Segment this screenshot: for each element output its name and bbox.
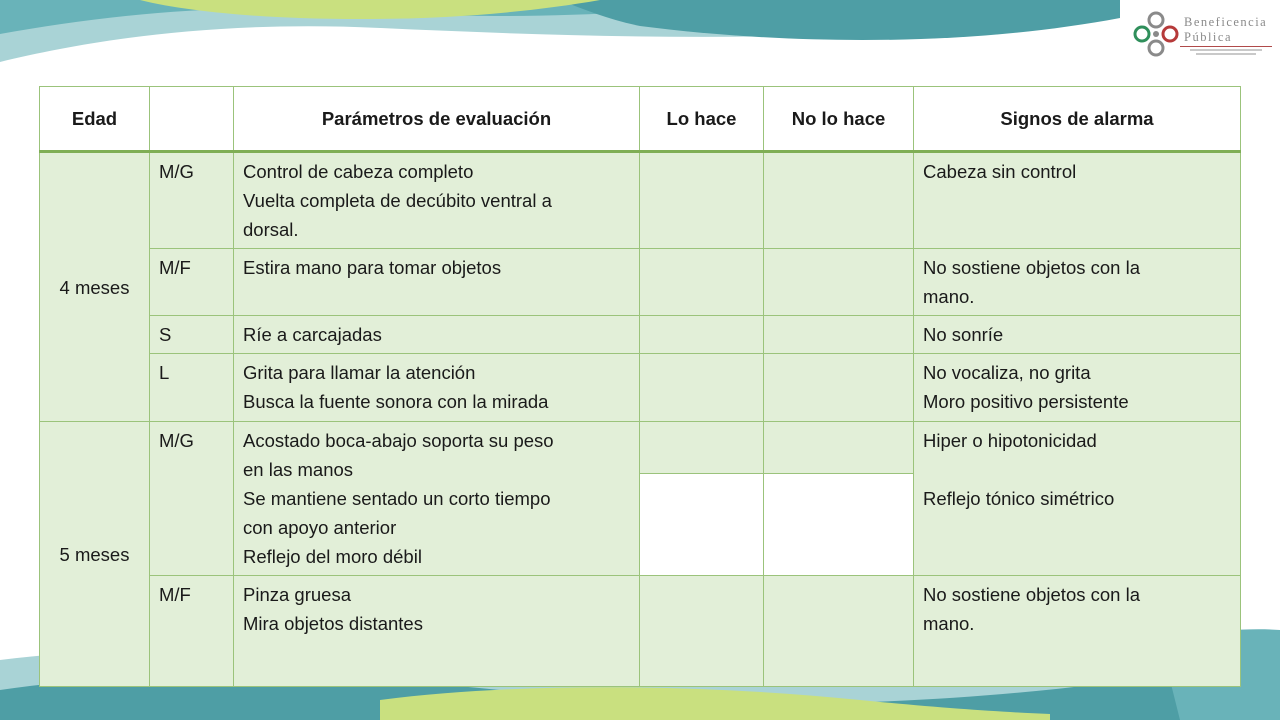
beneficencia-logo	[1126, 0, 1280, 68]
lo-hace-cell[interactable]	[640, 249, 764, 316]
sign-line	[923, 455, 1232, 484]
header-row	[40, 87, 1241, 152]
code-cell: M/F	[150, 249, 234, 316]
header-signos: Signos de alarma	[914, 87, 1241, 152]
development-milestones-table	[39, 86, 1241, 687]
no-lo-hace-cell[interactable]	[764, 316, 914, 354]
logo-text-line1: Beneficencia	[1184, 15, 1268, 29]
table-row	[40, 576, 1241, 687]
param-line: Grita para llamar la atención	[243, 362, 476, 383]
sign-line: Cabeza sin control	[923, 161, 1077, 182]
param-line: Pinza gruesa	[243, 584, 351, 605]
param-line: dorsal.	[243, 219, 299, 240]
param-line: Se mantiene sentado un corto tiempo	[243, 488, 551, 509]
logo-fine-print	[1190, 49, 1262, 51]
lo-hace-cell[interactable]	[640, 576, 764, 687]
param-line: Acostado boca-abajo soporta su peso	[243, 430, 554, 451]
param-line: Estira mano para tomar objetos	[243, 257, 502, 278]
params-cell	[234, 152, 640, 249]
no-lo-hace-cell[interactable]	[764, 474, 914, 576]
code-cell: L	[150, 354, 234, 422]
table-row	[40, 152, 1241, 249]
param-line: con apoyo anterior	[243, 517, 397, 538]
params-cell	[234, 354, 640, 422]
sign-line: No sonríe	[923, 324, 1004, 345]
no-lo-hace-cell[interactable]	[764, 249, 914, 316]
table-row	[40, 354, 1241, 422]
logo-emblem-icon	[1130, 8, 1182, 60]
param-line: Control de cabeza completo	[243, 161, 474, 182]
logo-fine-print	[1196, 53, 1256, 55]
lo-hace-cell[interactable]	[640, 474, 764, 576]
param-line: Ríe a carcajadas	[243, 324, 382, 345]
param-line: Busca la fuente sonora con la mirada	[243, 391, 549, 412]
lo-hace-cell[interactable]	[640, 354, 764, 422]
param-line: Vuelta completa de decúbito ventral a	[243, 190, 552, 211]
signs-cell	[914, 152, 1241, 249]
code-cell: S	[150, 316, 234, 354]
code-cell: M/G	[150, 422, 234, 576]
logo-rule	[1180, 46, 1272, 47]
table-row	[40, 422, 1241, 474]
lo-hace-cell[interactable]	[640, 152, 764, 249]
signs-cell	[914, 316, 1241, 354]
table-row	[40, 249, 1241, 316]
no-lo-hace-cell[interactable]	[764, 422, 914, 474]
sign-line: No vocaliza, no grita	[923, 362, 1091, 383]
table-row	[40, 316, 1241, 354]
no-lo-hace-cell[interactable]	[764, 576, 914, 687]
signs-cell	[914, 576, 1241, 687]
signs-cell	[914, 354, 1241, 422]
sign-line: No sostiene objetos con la	[923, 584, 1140, 605]
signs-cell	[914, 249, 1241, 316]
params-cell	[234, 316, 640, 354]
header-code	[150, 87, 234, 152]
param-line: en las manos	[243, 459, 354, 480]
param-line: Reflejo del moro débil	[243, 546, 422, 567]
age-cell-4-meses: 4 meses	[40, 152, 150, 422]
params-cell	[234, 576, 640, 687]
header-edad: Edad	[40, 87, 150, 152]
header-parametros: Parámetros de evaluación	[234, 87, 640, 152]
sign-line: No sostiene objetos con la	[923, 257, 1140, 278]
age-cell-5-meses: 5 meses	[40, 422, 150, 687]
code-cell: M/G	[150, 152, 234, 249]
header-lo-hace: Lo hace	[640, 87, 764, 152]
sign-line: mano.	[923, 286, 975, 307]
lo-hace-cell[interactable]	[640, 422, 764, 474]
sign-line: mano.	[923, 613, 975, 634]
sign-line: Reflejo tónico simétrico	[923, 488, 1115, 509]
no-lo-hace-cell[interactable]	[764, 152, 914, 249]
code-cell: M/F	[150, 576, 234, 687]
params-cell	[234, 422, 640, 576]
params-cell	[234, 249, 640, 316]
lo-hace-cell[interactable]	[640, 316, 764, 354]
sign-line: Hiper o hipotonicidad	[923, 430, 1097, 451]
logo-text-line2: Pública	[1184, 30, 1232, 44]
param-line: Mira objetos distantes	[243, 613, 423, 634]
header-no-lo-hace: No lo hace	[764, 87, 914, 152]
no-lo-hace-cell[interactable]	[764, 354, 914, 422]
signs-cell	[914, 422, 1241, 576]
sign-line: Moro positivo persistente	[923, 391, 1129, 412]
